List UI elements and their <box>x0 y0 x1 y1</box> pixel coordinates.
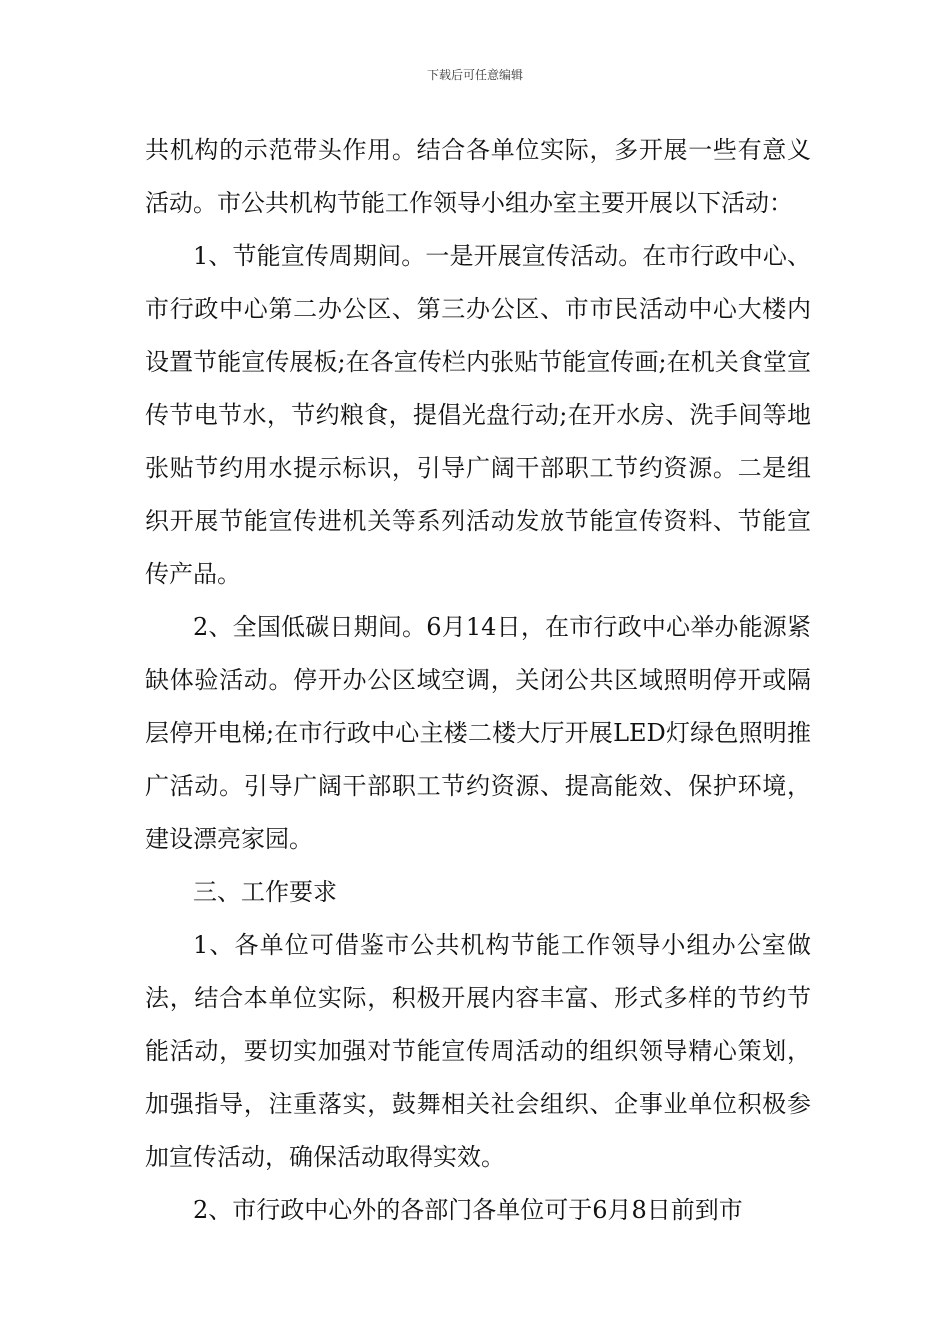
paragraph-item-1: 1、节能宣传周期间。一是开展宣传活动。在市行政中心、市行政中心第二办公区、第三办公区、市市民活动中心大楼内设置节能宣传展板;在各宣传栏内张贴节能宣传画;在机关食堂宣传节电节水，节约粮食，提倡光盘行动;在开水房、洗手间等地张贴节约用水提示标识，引导广阔干部职工节约资源。二是组织开展节能宣传进机关等系列活动发放节能宣传资料、节能宣传产品。 <box>145 242 811 588</box>
paragraph-intro: 共机构的示范带头作用。结合各单位实际，多开展一些有意义活动。市公共机构节能工作领导小组办室主要开展以下活动： <box>145 136 811 217</box>
section-heading-requirements: 三、工作要求 <box>193 878 337 906</box>
paragraph-item-2: 2、全国低碳日期间。6月14日，在市行政中心举办能源紧缺体验活动。停开办公区域空调，关闭公共区域照明停开或隔层停开电梯;在市行政中心主楼二楼大厅开展LED灯绿色照明推广活动。引导广阔干部职工节约资源、提高能效、保护环境，建设漂亮家园。 <box>145 613 811 853</box>
page-header: 下载后可任意编辑 <box>426 68 523 82</box>
paragraph-requirement-2: 2、市行政中心外的各部门各单位可于6月8日前到市 <box>193 1196 743 1224</box>
document-body <box>145 124 811 1237</box>
paragraph-requirement-1: 1、各单位可借鉴市公共机构节能工作领导小组办公室做法，结合本单位实际，积极开展内容丰富、形式多样的节约节能活动，要切实加强对节能宣传周活动的组织领导精心策划，加强指导，注重落实，鼓舞相关社会组织、企事业单位积极参加宣传活动，确保活动取得实效。 <box>145 931 811 1171</box>
